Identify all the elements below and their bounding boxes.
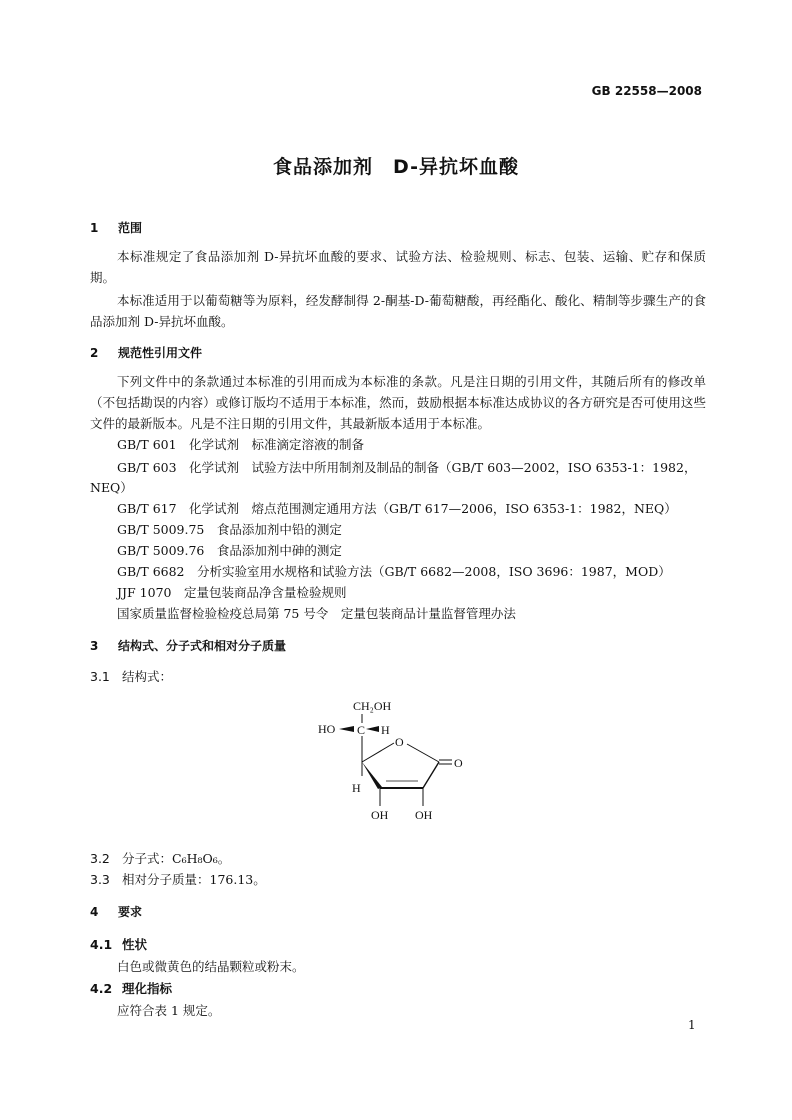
- section-number: 4: [90, 905, 99, 919]
- page-number: 1: [688, 1018, 696, 1032]
- reference-item: GB/T 601 化学试剂 标准滴定溶液的制备: [117, 437, 365, 452]
- section-2-para-1: 下列文件中的条款通过本标准的引用而成为本标准的条款。凡是注日期的引用文件，其随后所有的修改单（不包括勘误的内容）或修订版均不适用于本标准，然而，鼓励根据本标准达成协议的各方研究是否可使用这些文件的最新版本。凡是不注日期的引用文件，其最新版本适用于本标准。: [90, 374, 706, 431]
- subsection-4-2-text: 应符合表 1 规定。: [117, 1003, 221, 1018]
- reference-item: GB/T 603 化学试剂 试验方法中所用制剂及制品的制备（GB/T 603—2002，ISO 6353-1：1982，: [117, 460, 697, 475]
- ho-label: HO: [318, 722, 336, 736]
- subsection-4-1-text: 白色或微黄色的结晶颗粒或粉末。: [117, 959, 305, 974]
- carbonyl-oxygen-label: O: [454, 756, 463, 770]
- subsection-number: 3.2: [90, 851, 110, 866]
- structural-formula: [310, 690, 480, 830]
- subsection-4-2-heading: [90, 979, 172, 997]
- section-number: 2: [90, 346, 99, 360]
- section-title: 结构式、分子式和相对分子质量: [118, 639, 287, 653]
- section-3-heading: [90, 637, 286, 654]
- section-number: 3: [90, 639, 99, 653]
- reference-item: GB/T 5009.75 食品添加剂中铅的测定: [117, 522, 342, 537]
- ring-oxygen-label: O: [395, 735, 404, 749]
- document-title: 食品添加剂 D-异抗坏血酸: [272, 156, 519, 178]
- subsection-title: 性状: [122, 937, 148, 952]
- reference-item: GB/T 617 化学试剂 熔点范围测定通用方法（GB/T 617—2006，ISO 6353-1：1982，NEQ）: [117, 501, 677, 516]
- section-number: 1: [90, 221, 99, 235]
- section-1-para-1: 本标准规定了食品添加剂 D-异抗坏血酸的要求、试验方法、检验规则、标志、包装、运输、贮存和保质期。: [90, 249, 706, 285]
- reference-item: JJF 1070 定量包装商品净含量检验规则: [117, 585, 347, 600]
- subsection-number: 3.1: [90, 669, 110, 684]
- subsection-3-2: [90, 849, 230, 867]
- subsection-text: 结构式：: [122, 669, 173, 684]
- section-1-para-2: 本标准适用于以葡萄糖等为原料，经发酵制得 2-酮基-D-葡萄糖酸，再经酯化、酸化、精制等步骤生产的食品添加剂 D-异抗坏血酸。: [90, 293, 706, 329]
- oh-left-label: OH: [371, 808, 389, 822]
- section-4-heading: [90, 903, 142, 920]
- h-right-label: H: [381, 723, 390, 737]
- oh-right-label: OH: [415, 808, 433, 822]
- subsection-text: 分子式：C₆H₈O₆。: [122, 851, 231, 866]
- subsection-number: 4.1: [90, 937, 113, 952]
- section-title: 范围: [118, 221, 143, 235]
- subsection-text: 相对分子质量：176.13。: [122, 872, 266, 887]
- reference-item-continued: NEQ）: [90, 480, 133, 495]
- section-title: 规范性引用文件: [118, 346, 203, 360]
- subsection-4-1-heading: [90, 935, 147, 953]
- subsection-3-3: [90, 870, 266, 888]
- reference-item: 国家质量监督检验检疫总局第 75 号令 定量包装商品计量监督管理办法: [117, 606, 516, 621]
- subsection-number: 4.2: [90, 981, 113, 996]
- h-left-label: H: [352, 781, 361, 795]
- section-1-heading: [90, 219, 142, 236]
- section-title: 要求: [118, 905, 143, 919]
- reference-item: GB/T 6682 分析实验室用水规格和试验方法（GB/T 6682—2008，ISO 3696：1987，MOD）: [117, 564, 671, 579]
- subsection-title: 理化指标: [122, 981, 173, 996]
- reference-item: GB/T 5009.76 食品添加剂中砷的测定: [117, 543, 342, 558]
- subsection-3-1: [90, 667, 172, 685]
- standard-code: GB 22558—2008: [591, 84, 702, 98]
- subsection-number: 3.3: [90, 872, 110, 887]
- section-2-heading: [90, 344, 202, 361]
- carbon-label: C: [357, 723, 366, 737]
- ch2oh-label: CH₂OH: [353, 699, 392, 713]
